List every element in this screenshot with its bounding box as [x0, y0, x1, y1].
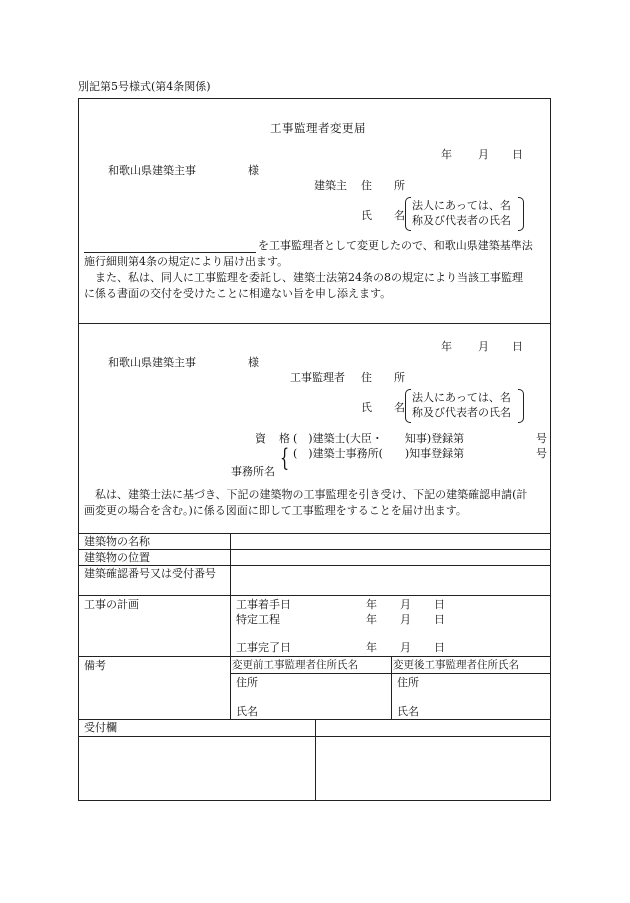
before-header: 変更前工事監理者住所氏名: [232, 659, 358, 671]
s2-qualification-suffix: 号: [536, 432, 547, 445]
s1-date-year: 年: [441, 148, 452, 161]
s1-bracket-left: [405, 197, 411, 231]
s1-name-label-1: 氏: [361, 209, 372, 222]
start-month: 月: [400, 598, 411, 611]
construction-plan-label: 工事の計画: [84, 598, 139, 611]
s2-date-month: 月: [478, 340, 489, 353]
building-name-label: 建築物の名称: [84, 535, 150, 548]
s1-honorific: 様: [248, 164, 259, 177]
s2-corp-note-1: 法人にあっては、名: [412, 391, 511, 404]
s2-date-day: 日: [512, 340, 523, 353]
completion-month: 月: [400, 641, 411, 654]
before-name-label: 氏名: [236, 705, 258, 718]
reception-label: 受付欄: [84, 721, 117, 734]
s2-qualification-label-1: 資: [255, 432, 266, 445]
s2-bracket-right: [518, 389, 524, 423]
s1-bracket-right: [518, 197, 524, 231]
completion-year: 年: [366, 641, 377, 654]
s2-name-label-2: 名: [394, 401, 405, 414]
table-column-divider: [315, 719, 316, 801]
s2-body-line2: 画変更の場合を含む。)に係る図面に即して工事監理をすることを届け出ます。: [84, 504, 467, 517]
s2-address-label-2: 所: [394, 371, 405, 384]
s2-body-line1: 私は、建築士法に基づき、下記の建築物の工事監理を引き受け、下記の建築確認申請(計: [95, 488, 528, 501]
completion-date-label: 工事完了日: [236, 641, 291, 654]
s1-address-label-1: 住: [361, 179, 372, 192]
remarks-label: 備考: [84, 659, 106, 672]
s2-corp-note-2: 称及び代表者の氏名: [412, 406, 511, 419]
s2-name-label-1: 氏: [361, 401, 372, 414]
table-top-line: [78, 533, 551, 534]
after-header: 変更後工事監理者住所氏名: [393, 659, 519, 671]
form-title: 工事監理者変更届: [270, 121, 366, 135]
building-location-label: 建築物の位置: [84, 551, 150, 564]
s1-blank-underline: [84, 252, 256, 253]
table-line: [78, 656, 551, 657]
section-divider: [78, 323, 551, 324]
s2-curly-brace: {: [280, 444, 290, 472]
table-line: [78, 595, 551, 596]
s2-bracket-left: [405, 389, 411, 423]
s1-date-day: 日: [512, 148, 523, 161]
s1-corp-note-2: 称及び代表者の氏名: [412, 214, 511, 227]
s1-body-line2: 施行細則第4条の規定により届け出ます。: [84, 255, 289, 268]
s2-honorific: 様: [248, 356, 259, 369]
s1-corp-note-1: 法人にあっては、名: [412, 199, 511, 212]
s1-addressee: 和歌山県建築主事: [108, 164, 196, 177]
s1-body-line1: を工事監理者として変更したので、和歌山県建築基準法: [258, 239, 533, 252]
completion-day: 日: [434, 641, 445, 654]
s2-qualification-value: ( )建築士(大臣・ 知事)登録第: [293, 432, 465, 445]
s2-qualification-label-2: 格: [279, 432, 290, 445]
s2-office-suffix: 号: [536, 447, 547, 460]
s2-office-label: 事務所名: [231, 465, 275, 478]
process-year: 年: [366, 613, 377, 626]
form-reference: 別記第5号様式(第4条関係): [78, 80, 211, 93]
s2-role-label: 工事監理者: [290, 371, 345, 384]
start-date-label: 工事着手日: [236, 598, 291, 611]
table-column-divider: [391, 656, 392, 719]
start-year: 年: [366, 598, 377, 611]
s1-name-label-2: 名: [394, 209, 405, 222]
s1-body-line3: また、私は、同人に工事監理を委託し、建築士法第24条の8の規定により当該工事監理: [95, 271, 523, 284]
after-name-label: 氏名: [397, 705, 419, 718]
s1-date-month: 月: [478, 148, 489, 161]
process-month: 月: [400, 613, 411, 626]
confirmation-number-label: 建築確認番号又は受付番号: [84, 567, 216, 580]
after-address-label: 住所: [397, 676, 419, 689]
s2-addressee: 和歌山県建築主事: [108, 356, 196, 369]
table-column-divider: [230, 533, 231, 719]
s1-address-label-2: 所: [394, 179, 405, 192]
table-line: [78, 549, 551, 550]
s1-body-line4: に係る書面の交付を受けたことに相違ない旨を申し添えます。: [84, 287, 392, 300]
s2-office-value: ( )建築士事務所( )知事登録第: [293, 447, 465, 460]
process-day: 日: [434, 613, 445, 626]
s2-date-year: 年: [441, 340, 452, 353]
before-address-label: 住所: [236, 676, 258, 689]
s2-address-label-1: 住: [361, 371, 372, 384]
specific-process-label: 特定工程: [236, 613, 280, 626]
table-line: [78, 565, 551, 566]
s1-role-label: 建築主: [314, 179, 347, 192]
start-day: 日: [434, 598, 445, 611]
